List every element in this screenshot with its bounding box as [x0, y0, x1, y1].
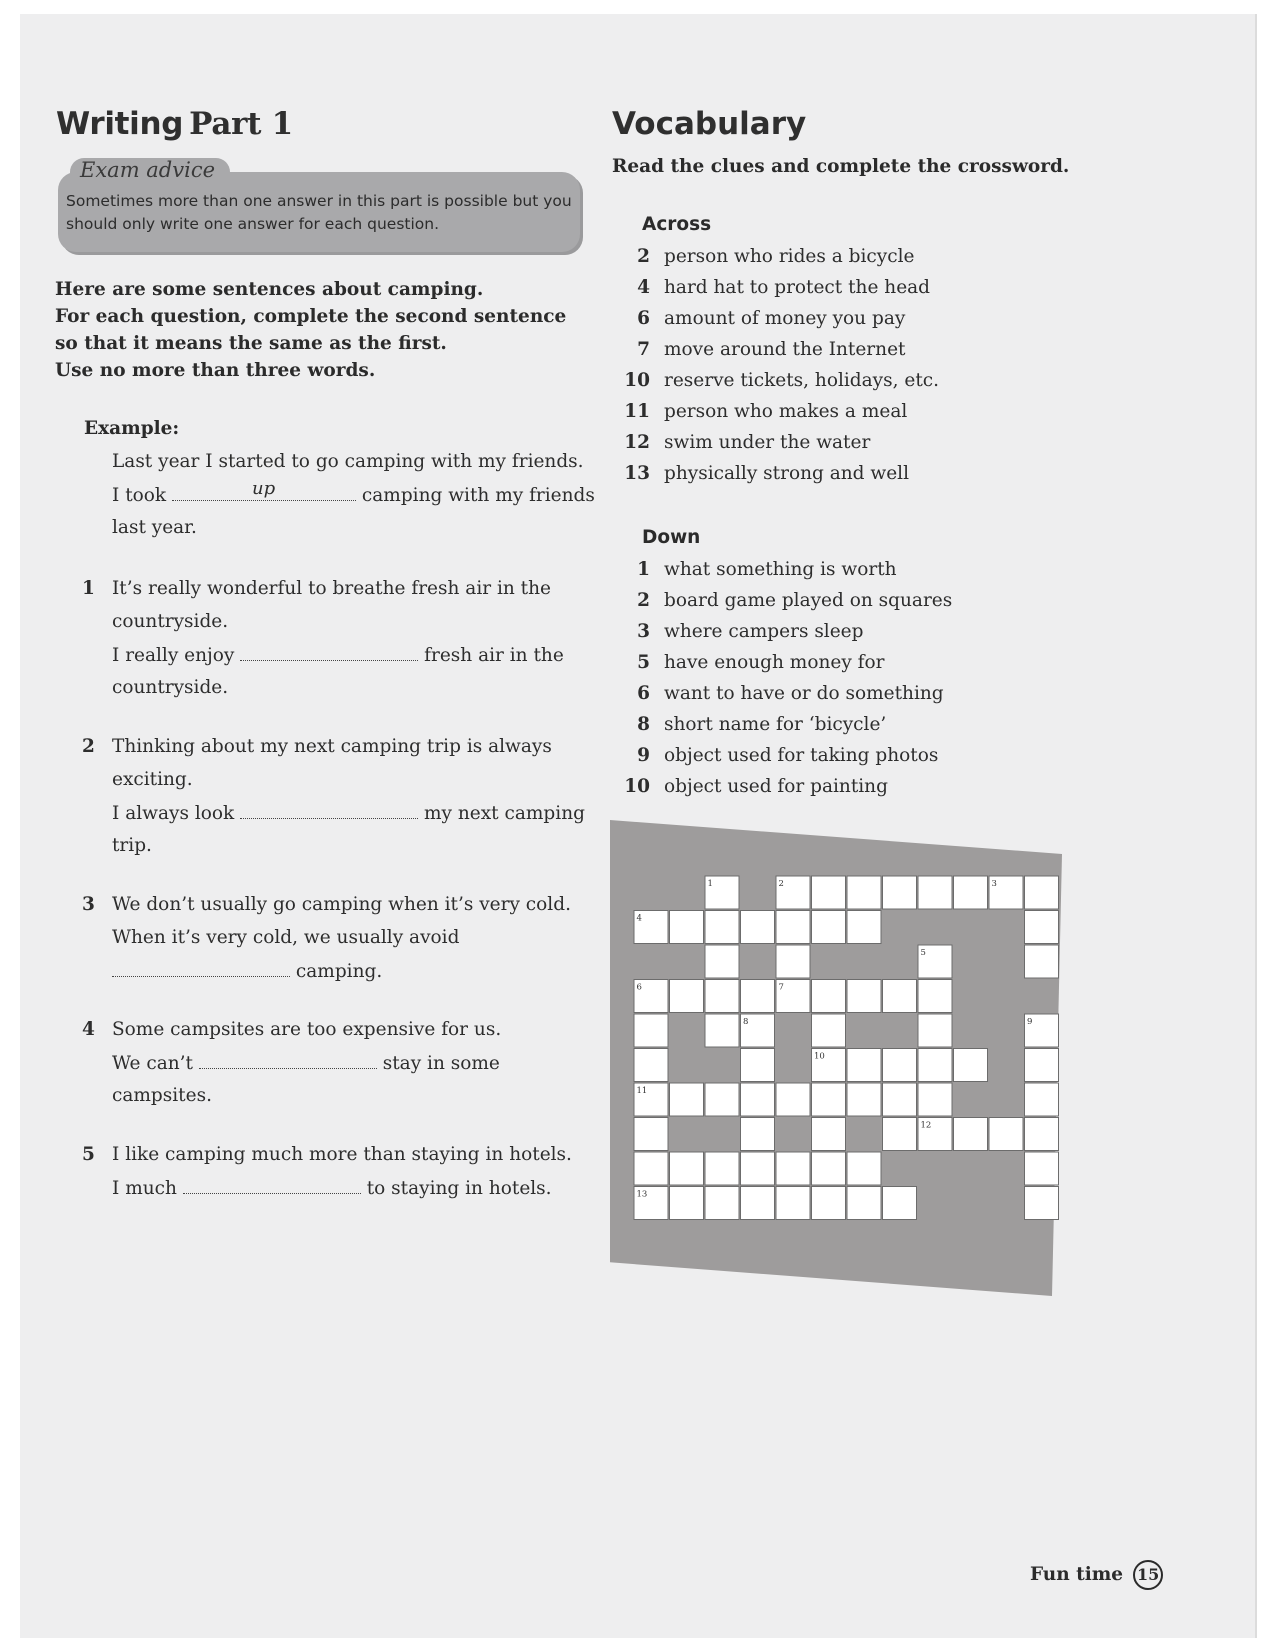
question-sentence: It’s really wonderful to breathe fresh air in the [112, 578, 551, 599]
crossword-cell[interactable] [1025, 1152, 1059, 1185]
crossword-cell[interactable] [1025, 1083, 1059, 1116]
clue-number: 10 [624, 370, 650, 391]
page-footer [1030, 1560, 1163, 1590]
clue-text: what something is worth [664, 559, 897, 580]
crossword-cell[interactable] [812, 1118, 846, 1151]
crossword-cell[interactable] [705, 1187, 739, 1220]
across-clue-11 [610, 401, 907, 422]
question-rewrite-end [112, 960, 382, 982]
down-clue-9 [610, 745, 938, 766]
clue-text: move around the Internet [664, 339, 906, 360]
example-sentence: Last year I started to go camping with my friends. [112, 451, 584, 472]
question-number: 5 [82, 1144, 95, 1165]
crossword-svg [610, 820, 1062, 1296]
crossword-cell[interactable] [918, 980, 952, 1013]
question-sentence: I like camping much more than staying in hotels. [112, 1144, 572, 1165]
exam-advice-text: Sometimes more than one answer in this part is possible but you should only write one answer for each question. [66, 192, 572, 233]
crossword-cell[interactable] [741, 1118, 775, 1151]
clue-number: 8 [637, 714, 650, 735]
crossword-cell[interactable] [883, 1118, 917, 1151]
question-rewrite-end: countryside. [112, 677, 229, 698]
crossword-cell[interactable] [847, 980, 881, 1013]
question-number: 2 [82, 736, 95, 757]
down-clue-5 [610, 652, 884, 673]
crossword-cell[interactable] [670, 1152, 704, 1185]
clue-text: reserve tickets, holidays, etc. [664, 370, 940, 391]
crossword-cell[interactable] [634, 1118, 668, 1151]
crossword-cell[interactable] [776, 1152, 810, 1185]
crossword-cell[interactable] [812, 1083, 846, 1116]
crossword-cell[interactable] [954, 1118, 988, 1151]
crossword-number: 9 [1027, 1017, 1033, 1027]
rewrite-post: my next camping [424, 803, 585, 824]
crossword-cell[interactable] [670, 980, 704, 1013]
crossword-number: 8 [743, 1017, 749, 1027]
question-rewrite [112, 802, 585, 824]
crossword-cell[interactable] [670, 1187, 704, 1220]
clue-number: 5 [637, 652, 650, 673]
crossword-number: 4 [636, 913, 642, 924]
clue-number: 13 [624, 463, 650, 484]
instruction-line: Here are some sentences about camping. [55, 279, 484, 300]
question-rewrite [112, 1052, 500, 1074]
clue-text: object used for taking photos [664, 745, 939, 766]
across-clue-13 [610, 463, 909, 484]
question-sentence: countryside. [112, 611, 229, 632]
crossword-cell[interactable] [634, 1014, 668, 1047]
page-number: 15 [1133, 1560, 1163, 1590]
rewrite-pre: I really enjoy [112, 645, 235, 666]
question-sentence: exciting. [112, 769, 193, 790]
example-answer-blank [172, 478, 356, 501]
example-rewrite-end: last year. [112, 517, 197, 538]
answer-blank[interactable] [183, 1177, 361, 1194]
across-heading: Across [642, 214, 712, 235]
crossword-cell[interactable] [634, 1152, 668, 1185]
crossword-number: 6 [636, 982, 642, 993]
crossword-cell[interactable] [741, 1187, 775, 1220]
answer-blank[interactable] [112, 960, 290, 977]
across-clue-10 [610, 370, 939, 391]
crossword-cell[interactable] [883, 876, 917, 909]
instruction-line: For each question, complete the second sentence [55, 306, 567, 327]
crossword-cell[interactable] [1025, 1118, 1059, 1151]
clue-text: physically strong and well [664, 463, 910, 484]
question-sentence: Thinking about my next camping trip is always [112, 736, 552, 757]
crossword-cell[interactable] [705, 980, 739, 1013]
example-rewrite-post: camping with my friends [361, 485, 595, 506]
rewrite-post: fresh air in the [424, 645, 564, 666]
crossword-cell[interactable] [1025, 876, 1059, 909]
crossword-cell[interactable] [883, 1049, 917, 1082]
example-rewrite-pre: I took [112, 485, 167, 506]
example-rewrite [112, 478, 595, 506]
question-rewrite-end: trip. [112, 835, 152, 856]
crossword-cell[interactable] [776, 1083, 810, 1116]
clue-text: person who makes a meal [664, 401, 908, 422]
question-sentence: We don’t usually go camping when it’s very cold. [112, 894, 571, 915]
clue-number: 3 [637, 621, 650, 642]
answer-blank[interactable] [240, 802, 418, 819]
crossword-cell[interactable] [847, 876, 881, 909]
question-number: 1 [82, 578, 95, 599]
crossword-cell[interactable] [812, 1152, 846, 1185]
crossword-cell[interactable] [776, 1187, 810, 1220]
crossword-grid [610, 820, 1062, 1296]
crossword-cell[interactable] [847, 1187, 881, 1220]
rewrite-post: camping. [295, 961, 383, 982]
writing-instructions [55, 276, 575, 384]
crossword-number: 3 [991, 879, 997, 889]
across-clue-6 [610, 308, 905, 329]
clue-number: 2 [637, 590, 650, 611]
crossword-number: 12 [920, 1120, 932, 1131]
crossword-cell[interactable] [741, 911, 775, 944]
crossword-cell[interactable] [705, 1083, 739, 1116]
crossword-cell[interactable] [705, 1152, 739, 1185]
clue-number: 6 [637, 683, 650, 704]
instruction-line: Use no more than three words. [55, 360, 376, 381]
clue-text: have enough money for [664, 652, 885, 673]
rewrite-post: stay in some [382, 1053, 500, 1074]
example-answer: up [252, 478, 276, 499]
crossword-number: 10 [814, 1051, 825, 1062]
crossword-cell[interactable] [812, 1187, 846, 1220]
across-clue-12 [610, 432, 870, 453]
down-clue-10 [610, 776, 888, 797]
question-rewrite-end: campsites. [112, 1085, 212, 1106]
crossword-cell[interactable] [989, 1118, 1023, 1151]
crossword-cell[interactable] [883, 1187, 917, 1220]
crossword-cell[interactable] [634, 1049, 668, 1082]
rewrite-post: to staying in hotels. [366, 1178, 552, 1199]
clue-text: object used for painting [664, 776, 888, 797]
instruction-line: so that it means the same as the first. [55, 333, 447, 354]
answer-blank[interactable] [240, 644, 418, 661]
crossword-cell[interactable] [918, 1049, 952, 1082]
clue-text: hard hat to protect the head [664, 277, 931, 298]
clue-number: 10 [624, 776, 650, 797]
vocabulary-title: Vocabulary [612, 106, 807, 142]
crossword-cell[interactable] [1025, 1049, 1059, 1082]
down-clue-2 [610, 590, 952, 611]
crossword-cell[interactable] [1025, 945, 1059, 978]
crossword-cell[interactable] [741, 1152, 775, 1185]
rewrite-pre: I much [112, 1178, 177, 1199]
down-clue-3 [610, 621, 863, 642]
clue-number: 1 [637, 559, 650, 580]
crossword-cell[interactable] [847, 1049, 881, 1082]
crossword-cell[interactable] [847, 1152, 881, 1185]
down-clue-1 [610, 559, 897, 580]
across-clue-2 [610, 246, 914, 267]
crossword-cell[interactable] [776, 945, 810, 978]
exam-advice-label: Exam advice [80, 158, 216, 182]
question-rewrite [112, 1177, 552, 1199]
crossword-cell[interactable] [670, 911, 704, 944]
clue-text: amount of money you pay [664, 308, 906, 329]
vocabulary-subtitle: Read the clues and complete the crossword. [612, 156, 1070, 177]
writing-title-main: Writing [56, 106, 184, 142]
clue-text: swim under the water [664, 432, 871, 453]
crossword-number: 1 [707, 879, 713, 889]
crossword-cell[interactable] [741, 1083, 775, 1116]
crossword-cell[interactable] [847, 911, 881, 944]
clue-number: 2 [637, 246, 650, 267]
crossword-cell[interactable] [776, 911, 810, 944]
question-sentence: Some campsites are too expensive for us. [112, 1019, 502, 1040]
footer-label: Fun time [1030, 1564, 1124, 1585]
across-clue-4 [610, 277, 930, 298]
crossword-cell[interactable] [883, 1083, 917, 1116]
crossword-cell[interactable] [812, 980, 846, 1013]
clue-text: person who rides a bicycle [664, 246, 915, 267]
writing-title-part: Part 1 [189, 106, 293, 142]
crossword-cell[interactable] [847, 1083, 881, 1116]
crossword-cell[interactable] [741, 980, 775, 1013]
clue-number: 12 [624, 432, 650, 453]
crossword-cell[interactable] [1025, 911, 1059, 944]
crossword-number: 2 [778, 879, 784, 889]
question-number: 4 [82, 1019, 95, 1040]
question-rewrite [112, 644, 564, 666]
crossword-cell[interactable] [918, 876, 952, 909]
clue-text: board game played on squares [664, 590, 953, 611]
clue-number: 11 [624, 401, 650, 422]
crossword-cell[interactable] [883, 980, 917, 1013]
crossword-cell[interactable] [705, 1014, 739, 1047]
crossword-cell[interactable] [918, 1083, 952, 1116]
crossword-cell[interactable] [954, 876, 988, 909]
answer-blank[interactable] [199, 1052, 377, 1069]
clue-text: short name for ‘bicycle’ [664, 714, 887, 735]
question-rewrite: When it’s very cold, we usually avoid [112, 927, 460, 948]
example-label: Example: [84, 418, 180, 439]
crossword-cell[interactable] [1025, 1187, 1059, 1220]
crossword-cell[interactable] [812, 876, 846, 909]
down-clue-8 [610, 714, 886, 735]
crossword-cell[interactable] [705, 945, 739, 978]
crossword-cell[interactable] [918, 1014, 952, 1047]
crossword-cell[interactable] [954, 1049, 988, 1082]
writing-title [56, 106, 293, 142]
crossword-cell[interactable] [812, 1014, 846, 1047]
down-clue-6 [610, 683, 944, 704]
clue-text: want to have or do something [664, 683, 944, 704]
clue-number: 9 [637, 745, 650, 766]
down-heading: Down [642, 527, 701, 548]
crossword-number: 5 [920, 948, 926, 958]
crossword-cell[interactable] [670, 1083, 704, 1116]
crossword-number: 7 [778, 982, 784, 993]
crossword-cell[interactable] [705, 911, 739, 944]
crossword-cell[interactable] [741, 1049, 775, 1082]
clue-number: 7 [637, 339, 650, 360]
clue-text: where campers sleep [664, 621, 864, 642]
rewrite-pre: We can’t [112, 1053, 193, 1074]
clue-number: 6 [637, 308, 650, 329]
across-clue-7 [610, 339, 905, 360]
crossword-number: 13 [636, 1189, 648, 1200]
rewrite-pre: I always look [112, 803, 235, 824]
clue-number: 4 [637, 277, 650, 298]
question-number: 3 [82, 894, 95, 915]
crossword-cell[interactable] [812, 911, 846, 944]
crossword-number: 11 [636, 1086, 648, 1096]
